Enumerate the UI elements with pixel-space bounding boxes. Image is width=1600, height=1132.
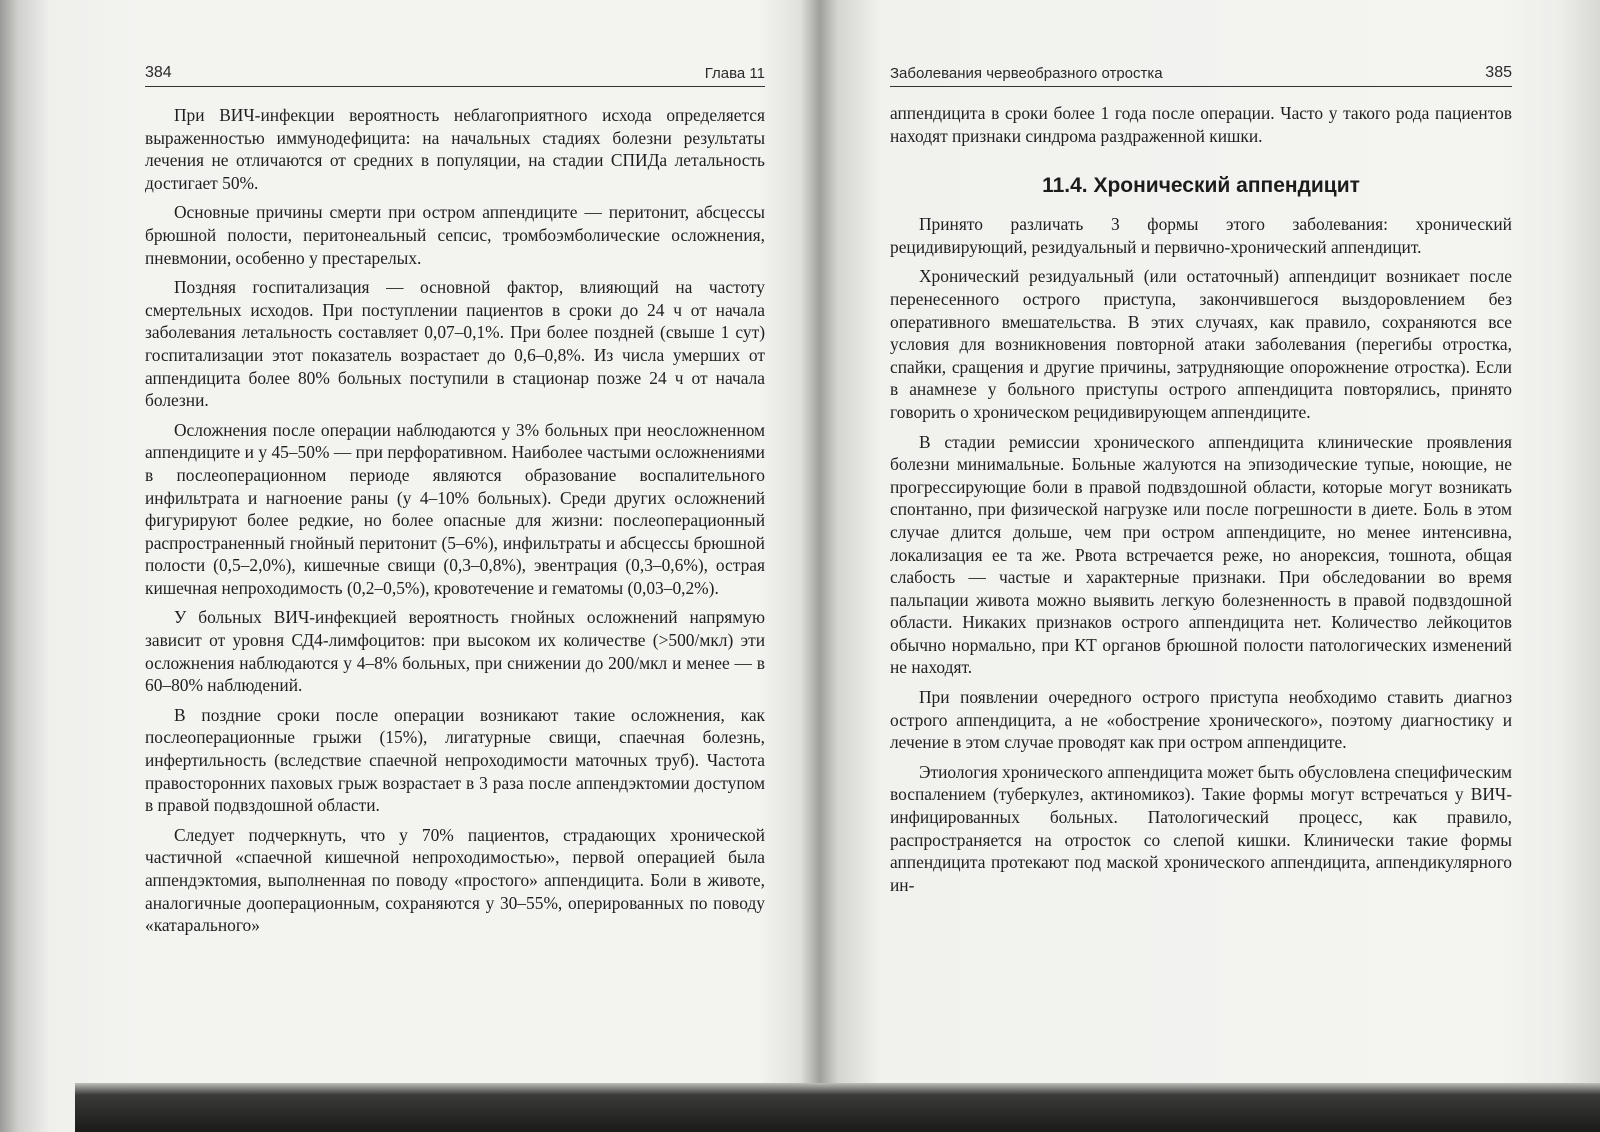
paragraph: Хронический резидуальный (или остаточный) аппендицит возникает после перенесенного острого приступа, закончившегося выздоровлением без оперативного вмешательства. В этих случаях, как правило, сохраняются все условия для возникновения повторной атаки заболевания (перегибы отростка, спайки, сращения и другие причины, затрудняющие опорожнение отростка). Если в анамнезе у больного приступы острого аппендицита повторялись, принято говорить о хроническом рецидивирующем аппендиците. [890,266,1512,422]
left-running-head [145,60,765,87]
right-page-body [890,102,1512,896]
right-chapter-title: Заболевания червеобразного отростка [890,65,1163,82]
continuation-paragraph: аппендицита в сроки более 1 года после операции. Часто у такого рода пациентов находят признаки синдрома раздраженной кишки. [890,103,1512,146]
paragraph: Следует подчеркнуть, что у 70% пациентов, страдающих хронической частичной «спаечной кишечной непроходимостью», первой операцией была аппендэктомия, выполненная по поводу «простого» аппендицита. Боли в животе, аналогичные дооперационным, сохраняются у 30–55%, оперированных по поводу «катарального» [145,824,765,936]
paragraph: В поздние сроки после операции возникают такие осложнения, как послеоперационные грыжи (15%), лигатурные свищи, спаечная болезнь, инфертильность (вследствие спаечной непроходимости маточных труб). Частота правосторонних паховых грыж возрастает в 3 раза после аппендэктомии доступом в правой подвздошной области. [145,704,765,816]
paragraph: Поздняя госпитализация — основной фактор, влияющий на частоту смертельных исходов. При поступлении пациентов в сроки до 24 ч от начала заболевания летальность составляет 0,07–0,1%. При более поздней (свыше 1 сут) госпитализации этот показатель возрастает до 0,6–0,8%. Из числа умерших от аппендицита более 80% больных поступили в стационар позже 24 ч от начала болезни. [145,277,765,411]
paragraph: Этиология хронического аппендицита может быть обусловлена специфическим воспалением (туберкулез, актиномикоз). Такие формы могут встречаться у ВИЧ-инфицированных больных. Патологический процесс, как правило, распространяется на отросток со слепой кишки. Клинически такие формы аппендицита протекают под маской хронического аппендицита, аппендикулярного ин- [890,761,1512,895]
right-page-number: 385 [1485,64,1512,81]
paragraph: При ВИЧ-инфекции вероятность неблагоприятного исхода определяется выраженностью иммунодефицита: на начальных стадиях болезни результаты лечения не отличаются от средних в популяции, на стадии СПИДа летальность достигает 50%. [145,105,765,193]
paragraph: Осложнения после операции наблюдаются у 3% больных при неосложненном аппендиците и у 45–50% — при перфоративном. Наиболее частыми осложнениями в послеоперационном периоде являются образование воспалительного инфильтрата и нагноение раны (у 4–10% больных). Среди других осложнений фигурируют более редкие, но более опасные для жизни: послеоперационный распространенный гнойный перитонит (5–6%), инфильтраты и абсцессы брюшной полости (0,5–2,0%), кишечные свищи (0,3–0,8%), эвентрация (0,3–0,6%), острая кишечная непроходимость (0,2–0,5%), кровотечение и гематомы (0,03–0,2%). [145,419,765,598]
section-heading: 11.4. Хронический аппендицит [1042,174,1360,198]
left-page-body [145,104,765,937]
right-running-head [890,60,1512,87]
paragraph: Принято различать 3 формы этого заболевания: хронический рецидивирующий, резидуальный и первично-хронический аппендицит. [890,214,1512,257]
left-page-number: 384 [145,64,172,81]
paragraph: В стадии ремиссии хронического аппендицита клинические проявления болезни минимальные. Больные жалуются на эпизодические тупые, ноющие, не прогрессирующие боли в правой подвздошной области, которые могут возникать спонтанно, при физической нагрузке или после погрешности в диете. Боль в этом случае длится дольше, чем при остром аппендиците, но менее интенсивна, локализация ее та же. Рвота встречается реже, но анорексия, тошнота, общая слабость — частые и характерные признаки. При обследовании во время пальпации живота можно выявить легкую болезненность в правой подвздошной области. Никаких признаков острого аппендицита нет. Количество лейкоцитов обычно нормально, при КТ органов брюшной полости патологических изменений не находят. [890,431,1512,678]
left-chapter-title: Глава 11 [704,65,765,82]
paragraph: У больных ВИЧ-инфекцией вероятность гнойных осложнений напрямую зависит от уровня СД4-лимфоцитов: при высоком их количестве (>500/мкл) эти осложнения наблюдаются у 4–8% больных, при снижении до 200/мкл и менее — в 60–80% наблюдений. [145,607,765,696]
paragraph: При появлении очередного острого приступа необходимо ставить диагноз острого аппендицита, а не «обострение хронического», поэтому диагностику и лечение в этом случае проводят как при остром аппендиците. [890,687,1512,753]
scan-shadow [75,1083,1600,1132]
paragraph: Основные причины смерти при остром аппендиците — перитонит, абсцессы брюшной полости, перитонеальный сепсис, тромбоэмболические осложнения, пневмонии, особенно у престарелых. [145,202,765,268]
